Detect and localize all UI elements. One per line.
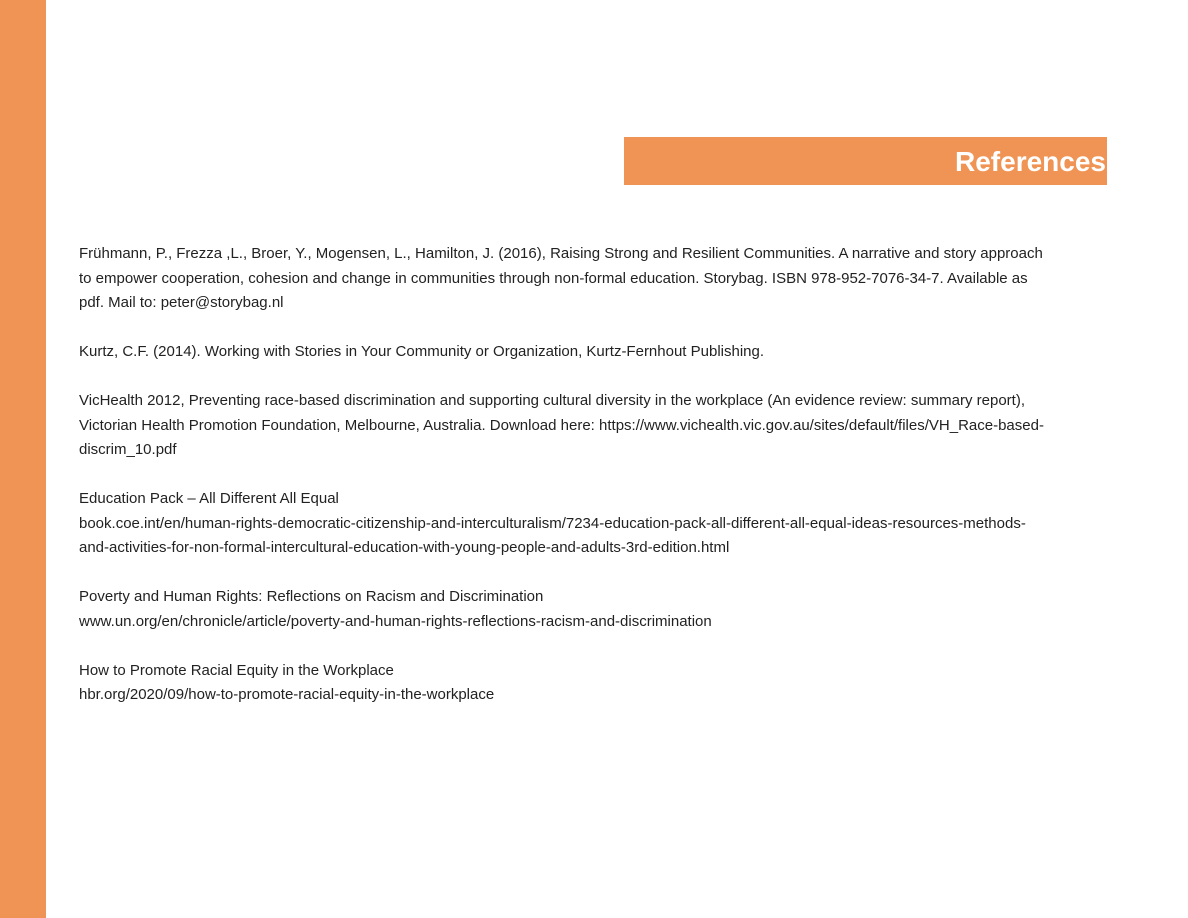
reference-title-line: Poverty and Human Rights: Reflections on Racism and Discrimination: [79, 588, 544, 605]
reference-entry-fruhmann: [79, 242, 1109, 316]
reference-entry-racial-equity: [79, 659, 1109, 708]
page-title: References: [955, 146, 1106, 177]
reference-link-line[interactable]: Victorian Health Promotion Foundation, Melbourne, Australia. Download here: https://www.vichealth.vic.gov.au/sites/default/files/VH_Race-based-: [79, 416, 1044, 434]
title-banner: [624, 137, 1107, 185]
reference-link-line[interactable]: and-activities-for-non-formal-intercultural-education-with-young-people-and-adults-3rd-edition.html: [79, 539, 730, 556]
reference-entry-education-pack: [79, 487, 1109, 561]
reference-text-line: Frühmann, P., Frezza ,L., Broer, Y., Mogensen, L., Hamilton, J. (2016), Raising Strong and Resilient Communities. A narrative and story approach: [79, 245, 1043, 262]
reference-link-line[interactable]: book.coe.int/en/human-rights-democratic-citizenship-and-interculturalism/7234-education-pack-all-different-all-equal-ideas-resources-methods-: [79, 514, 1026, 532]
reference-text-line: to empower cooperation, cohesion and change in communities through non-formal education. Storybag. ISBN 978-952-7076-34-7. Available as: [79, 269, 1028, 287]
reference-text-line: Kurtz, C.F. (2014). Working with Stories in Your Community or Organization, Kurtz-Fernhout Publishing.: [79, 343, 765, 360]
reference-text-line: VicHealth 2012, Preventing race-based discrimination and supporting cultural diversity in the workplace (An evidence review: summary report),: [79, 392, 1026, 409]
reference-entry-kurtz: [79, 340, 1109, 365]
reference-text-line: pdf. Mail to: peter@storybag.nl: [79, 294, 284, 311]
reference-title-line: How to Promote Racial Equity in the Workplace: [79, 661, 394, 679]
reference-link-line[interactable]: www.un.org/en/chronicle/article/poverty-and-human-rights-reflections-racism-and-discrimination: [79, 612, 712, 630]
side-accent-bar: [0, 0, 46, 918]
reference-list: [79, 242, 1109, 732]
reference-link-line[interactable]: hbr.org/2020/09/how-to-promote-racial-equity-in-the-workplace: [79, 686, 495, 703]
reference-link-line[interactable]: discrim_10.pdf: [79, 441, 177, 458]
reference-title-line: Education Pack – All Different All Equal: [79, 490, 339, 507]
reference-entry-poverty-human-rights: [79, 585, 1109, 634]
reference-entry-vichealth: [79, 389, 1109, 463]
